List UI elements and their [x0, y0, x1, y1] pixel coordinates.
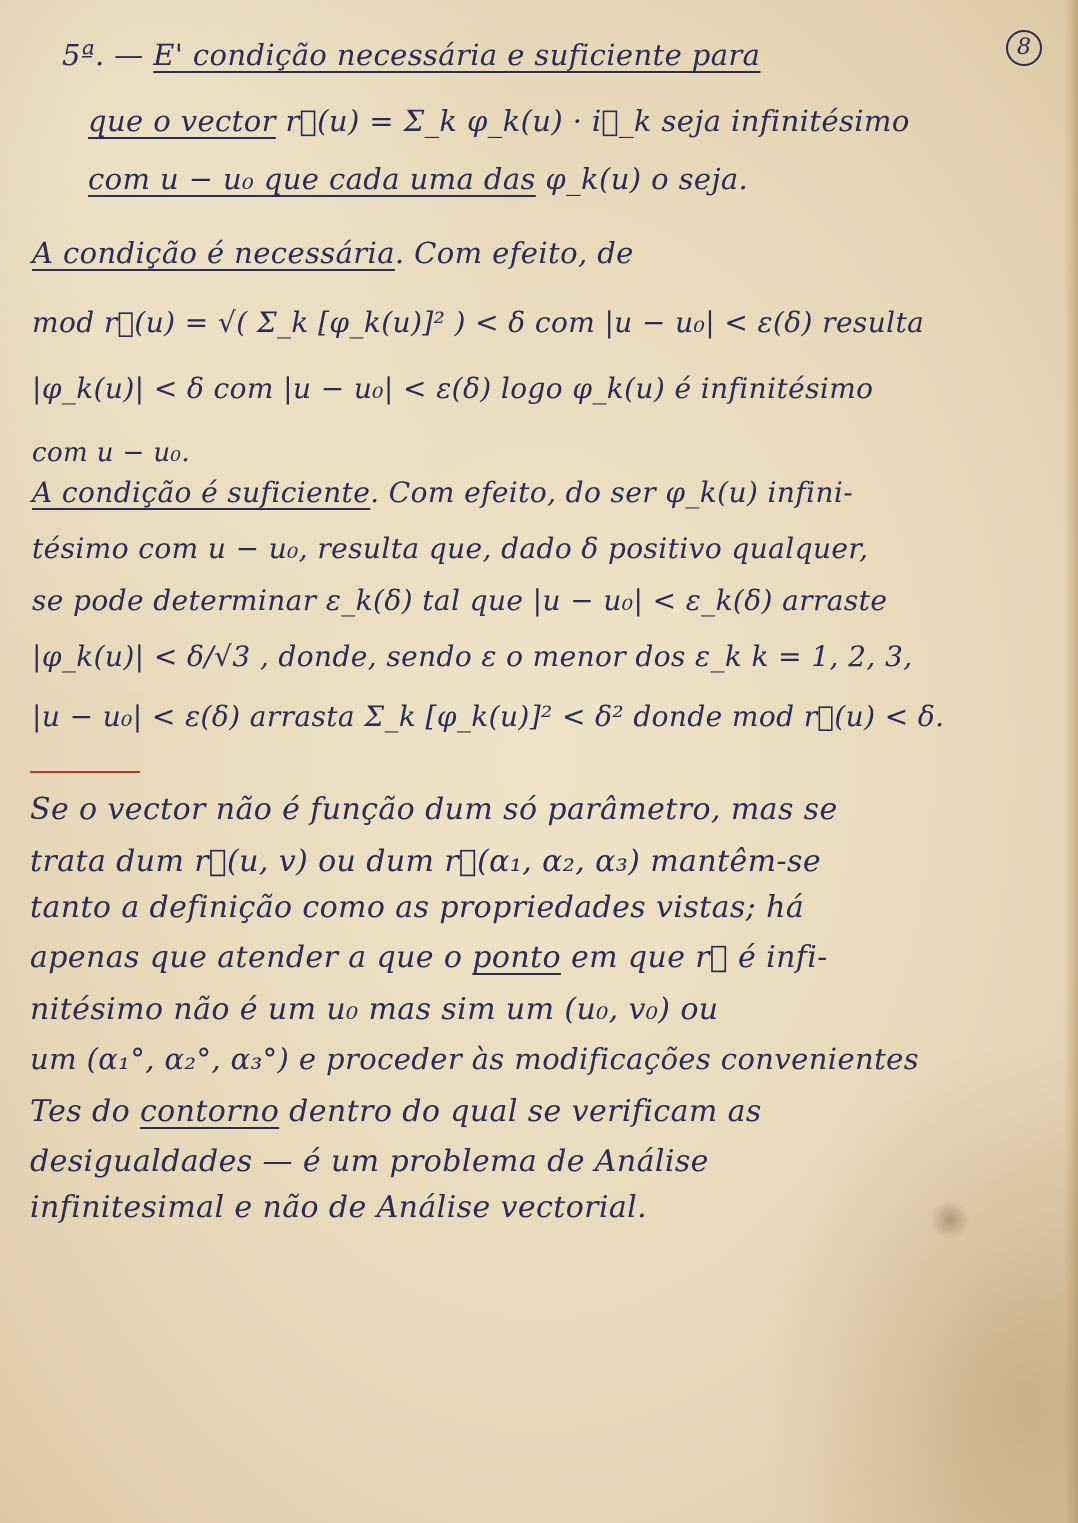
- remark-text: infinitesimal e não de Análise vectorial.: [30, 1190, 648, 1225]
- remark-text: Se o vector não é função dum só parâmetro, mas se: [30, 792, 838, 827]
- necessity-formula: mod r⃗(u) = √( Σ_k [φ_k(u)]² ) < δ com |u − u₀| < ε(δ) resulta: [32, 306, 925, 339]
- statement-line-1: [62, 38, 760, 72]
- statement-underlined: com u − u₀ que cada uma das: [88, 162, 536, 196]
- statement-underlined: E' condição necessária e suficiente para: [153, 38, 761, 72]
- sufficiency-heading: A condição é suficiente: [32, 476, 371, 509]
- sufficiency-formula: |u − u₀| < ε(δ) arrasta Σ_k [φ_k(u)]² < δ² donde mod r⃗(u) < δ.: [32, 700, 945, 733]
- sufficiency-text: |φ_k(u)| < δ/√3 , donde, sendo ε o menor dos ε_k k = 1, 2, 3,: [32, 640, 913, 673]
- remark-line-2: [30, 844, 821, 879]
- remark-text: em que r⃗ é infi-: [561, 940, 828, 975]
- necessity-text: . Com efeito, de: [394, 236, 634, 270]
- necessity-line-2: [32, 306, 924, 339]
- sufficiency-line-2: [32, 532, 868, 565]
- necessity-formula: |φ_k(u)| < δ com |u − u₀| < ε(δ) logo φ_k(u) é infinitésimo: [32, 372, 874, 405]
- page-number: 8: [1006, 30, 1042, 66]
- statement-text: φ_k(u) o seja.: [535, 162, 749, 196]
- remark-text: um (α₁°, α₂°, α₃°) e proceder às modificações convenientes: [30, 1042, 920, 1076]
- sufficiency-text: . Com efeito, do ser φ_k(u) infini-: [370, 476, 854, 509]
- sufficiency-line-5: [32, 700, 944, 733]
- remark-line-9: [30, 1190, 647, 1225]
- sufficiency-line-1: [32, 476, 853, 509]
- statement-text: r⃗(u) = Σ_k φ_k(u) · i⃗_k seja infinitésimo: [275, 104, 910, 138]
- remark-line-5: [30, 992, 719, 1027]
- statement-line-2: [88, 104, 910, 138]
- remark-text: apenas que atender a que o: [30, 940, 473, 975]
- sufficiency-text: se pode determinar ε_k(δ) tal que |u − u₀| < ε_k(δ) arraste: [32, 584, 888, 617]
- sufficiency-text: tésimo com u − u₀, resulta que, dado δ positivo qualquer,: [32, 532, 869, 565]
- necessity-line-3: [32, 372, 873, 405]
- red-underline-mark: [30, 771, 140, 773]
- necessity-text: com u − u₀.: [32, 438, 191, 468]
- remark-text: desigualdades — é um problema de Análise: [30, 1144, 709, 1179]
- paper-stain: [930, 1200, 970, 1240]
- remark-underlined: contorno: [139, 1094, 280, 1129]
- statement-underlined: que o vector: [88, 104, 276, 138]
- remark-line-7: [30, 1094, 762, 1129]
- remark-text: nitésimo não é um u₀ mas sim um (u₀, v₀) ou: [30, 992, 719, 1027]
- necessity-line-4: [32, 438, 190, 468]
- remark-line-8: [30, 1144, 709, 1179]
- remark-underlined: ponto: [472, 940, 562, 975]
- remark-text: trata dum r⃗(u, v) ou dum r⃗(α₁, α₂, α₃) mantêm-se: [30, 844, 822, 879]
- sufficiency-line-3: [32, 584, 887, 617]
- remark-text: Tes do: [30, 1094, 140, 1129]
- remark-text: tanto a definição como as propriedades vistas; há: [30, 890, 805, 925]
- statement-prefix: 5ª. —: [62, 38, 154, 72]
- statement-line-3: [88, 162, 748, 196]
- remark-line-4: [30, 940, 828, 975]
- sufficiency-line-4: [32, 640, 913, 673]
- paper-edge-shadow: [1064, 0, 1078, 1523]
- remark-line-1: [30, 792, 838, 827]
- necessity-line-1: [32, 236, 634, 270]
- necessity-heading: A condição é necessária: [32, 236, 395, 270]
- remark-line-6: [30, 1042, 919, 1076]
- remark-text: dentro do qual se verificam as: [279, 1094, 762, 1129]
- remark-line-3: [30, 890, 804, 925]
